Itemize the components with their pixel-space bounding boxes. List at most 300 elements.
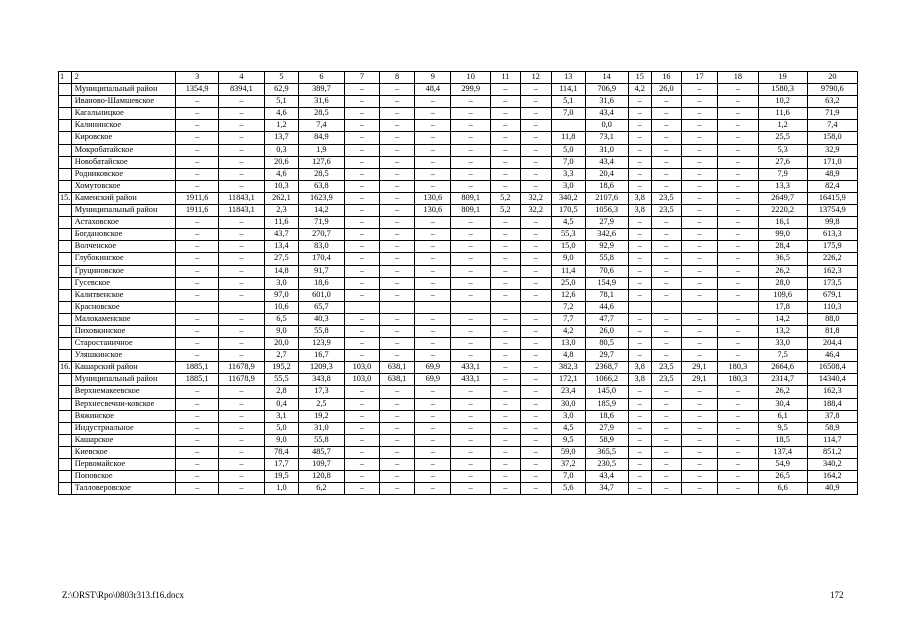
table-cell-col-1: 15. xyxy=(59,192,72,204)
table-cell-col-3: – xyxy=(176,120,219,132)
table-cell-col-10: 809,1 xyxy=(451,205,490,217)
table-cell-col-16: – xyxy=(651,253,681,265)
table-cell-col-14: 706,9 xyxy=(585,84,628,96)
table-cell-col-2: Талловеровское xyxy=(71,483,176,495)
table-cell-col-13: 15,0 xyxy=(551,241,585,253)
table-cell-col-7: – xyxy=(344,277,379,289)
table-cell-col-11: – xyxy=(490,156,520,168)
table-cell-col-6: 28,5 xyxy=(298,108,344,120)
table-row xyxy=(59,229,858,241)
table-cell-col-19: 109,6 xyxy=(758,289,807,301)
table-cell-col-6: 7,4 xyxy=(298,120,344,132)
table-cell-col-17: – xyxy=(681,217,717,229)
table-cell-col-7: – xyxy=(344,313,379,325)
table-cell-col-16: – xyxy=(651,217,681,229)
table-cell-col-4: – xyxy=(218,96,264,108)
table-cell-col-10: – xyxy=(451,325,490,337)
table-cell-col-16: – xyxy=(651,338,681,350)
table-cell-col-15: – xyxy=(628,108,651,120)
table-cell-col-8: – xyxy=(380,422,415,434)
table-cell-col-6: 40,3 xyxy=(298,313,344,325)
table-cell-col-11: – xyxy=(490,459,520,471)
table-cell-col-15: – xyxy=(628,422,651,434)
table-cell-col-14: 27,9 xyxy=(585,422,628,434)
table-cell-col-20: 58,9 xyxy=(807,422,857,434)
table-cell-col-12: – xyxy=(520,241,551,253)
table-cell-col-7: – xyxy=(344,434,379,446)
table-cell-col-10: – xyxy=(451,338,490,350)
table-cell-col-18: – xyxy=(718,120,759,132)
table-cell-col-14: 43,4 xyxy=(585,156,628,168)
table-cell-col-10: – xyxy=(451,289,490,301)
table-cell-col-3: – xyxy=(176,350,219,362)
table-cell-col-4: – xyxy=(218,217,264,229)
table-cell-col-15: – xyxy=(628,156,651,168)
table-cell-col-10 xyxy=(451,301,490,313)
table-cell-col-7: – xyxy=(344,144,379,156)
table-cell-col-13 xyxy=(551,120,585,132)
table-cell-col-5: 43,7 xyxy=(264,229,298,241)
table-cell-col-12: – xyxy=(520,277,551,289)
table-cell-col-16: – xyxy=(651,144,681,156)
table-cell-col-19: 19 xyxy=(758,72,807,84)
table-cell-col-19: 6,1 xyxy=(758,410,807,422)
table-cell-col-19: 13,2 xyxy=(758,325,807,337)
table-cell-col-17: – xyxy=(681,338,717,350)
table-cell-col-2: Пиховкинское xyxy=(71,325,176,337)
table-cell-col-4: 11843,1 xyxy=(218,205,264,217)
table-cell-col-6: 343,8 xyxy=(298,374,344,386)
table-cell-col-1: 1 xyxy=(59,72,72,84)
table-cell-col-7: – xyxy=(344,398,379,410)
table-cell-col-1 xyxy=(59,84,72,96)
table-cell-col-18: – xyxy=(718,265,759,277)
table-cell-col-19: 13,3 xyxy=(758,180,807,192)
table-cell-col-13: 172,1 xyxy=(551,374,585,386)
table-cell-col-17: – xyxy=(681,168,717,180)
table-row xyxy=(59,410,858,422)
table-cell-col-14: 2368,7 xyxy=(585,362,628,374)
table-cell-col-7: – xyxy=(344,459,379,471)
table-cell-col-4 xyxy=(218,301,264,313)
table-cell-col-8: – xyxy=(380,229,415,241)
table-cell-col-17: – xyxy=(681,398,717,410)
table-cell-col-7: – xyxy=(344,156,379,168)
table-cell-col-3: – xyxy=(176,132,219,144)
table-cell-col-7: 103,0 xyxy=(344,362,379,374)
table-cell-col-14: 365,5 xyxy=(585,446,628,458)
table-cell-col-9: – xyxy=(415,132,451,144)
table-cell-col-12: – xyxy=(520,217,551,229)
table-cell-col-10: – xyxy=(451,386,490,398)
table-cell-col-13: 3,0 xyxy=(551,410,585,422)
table-cell-col-5: 20,0 xyxy=(264,338,298,350)
table-cell-col-11: – xyxy=(490,96,520,108)
table-cell-col-8: – xyxy=(380,108,415,120)
table-cell-col-18: 180,3 xyxy=(718,362,759,374)
table-cell-col-2: Астаховское xyxy=(71,217,176,229)
table-cell-col-1 xyxy=(59,386,72,398)
table-cell-col-5: 9,0 xyxy=(264,434,298,446)
table-cell-col-9: 69,9 xyxy=(415,362,451,374)
table-cell-col-2: Кашарский район xyxy=(71,362,176,374)
table-cell-col-1 xyxy=(59,301,72,313)
table-cell-col-20: 114,7 xyxy=(807,434,857,446)
table-cell-col-10: – xyxy=(451,217,490,229)
table-cell-col-3: – xyxy=(176,168,219,180)
table-cell-col-20: 110,3 xyxy=(807,301,857,313)
table-cell-col-17: – xyxy=(681,277,717,289)
table-cell-col-13: 37,2 xyxy=(551,459,585,471)
table-cell-col-2: Индустриальное xyxy=(71,422,176,434)
table-cell-col-5: 10,3 xyxy=(264,180,298,192)
table-cell-col-2: Кировское xyxy=(71,132,176,144)
table-cell-col-7: – xyxy=(344,84,379,96)
table-cell-col-3: – xyxy=(176,459,219,471)
table-cell-col-6: 17,3 xyxy=(298,386,344,398)
table-cell-col-9: – xyxy=(415,471,451,483)
table-cell-col-5: 2,7 xyxy=(264,350,298,362)
table-cell-col-7: – xyxy=(344,108,379,120)
table-cell-col-10: – xyxy=(451,144,490,156)
table-cell-col-3: – xyxy=(176,446,219,458)
table-cell-col-20: 162,3 xyxy=(807,386,857,398)
table-cell-col-19: 137,4 xyxy=(758,446,807,458)
table-cell-col-10: 299,9 xyxy=(451,84,490,96)
table-cell-col-20: 173,5 xyxy=(807,277,857,289)
table-cell-col-5: 262,1 xyxy=(264,192,298,204)
table-cell-col-14: 43,4 xyxy=(585,471,628,483)
table-row xyxy=(59,180,858,192)
table-row xyxy=(59,338,858,350)
table-cell-col-18: – xyxy=(718,253,759,265)
table-cell-col-7: – xyxy=(344,325,379,337)
table-cell-col-18: – xyxy=(718,434,759,446)
table-cell-col-12: 12 xyxy=(520,72,551,84)
table-cell-col-4: 4 xyxy=(218,72,264,84)
table-cell-col-15: – xyxy=(628,217,651,229)
table-cell-col-9: 9 xyxy=(415,72,451,84)
table-cell-col-18: – xyxy=(718,338,759,350)
table-cell-col-15: – xyxy=(628,132,651,144)
table-cell-col-8: – xyxy=(380,180,415,192)
table-cell-col-13: 114,1 xyxy=(551,84,585,96)
table-cell-col-19: 28,4 xyxy=(758,241,807,253)
table-cell-col-8: – xyxy=(380,471,415,483)
table-cell-col-7: 103,0 xyxy=(344,374,379,386)
table-cell-col-19: 7,9 xyxy=(758,168,807,180)
table-cell-col-11: – xyxy=(490,446,520,458)
table-cell-col-7: – xyxy=(344,350,379,362)
table-cell-col-14: 0,0 xyxy=(585,120,628,132)
table-cell-col-13: 7,2 xyxy=(551,301,585,313)
table-cell-col-3: – xyxy=(176,313,219,325)
table-cell-col-5: 9,0 xyxy=(264,325,298,337)
table-cell-col-13: 4,5 xyxy=(551,217,585,229)
table-cell-col-19: 28,0 xyxy=(758,277,807,289)
table-row xyxy=(59,132,858,144)
table-cell-col-19: 33,0 xyxy=(758,338,807,350)
table-cell-col-13: 12,6 xyxy=(551,289,585,301)
table-cell-col-15: – xyxy=(628,434,651,446)
table-cell-col-10: – xyxy=(451,265,490,277)
table-cell-col-1 xyxy=(59,217,72,229)
table-cell-col-14: 18,6 xyxy=(585,410,628,422)
table-cell-col-14: 43,4 xyxy=(585,108,628,120)
table-cell-col-16: – xyxy=(651,156,681,168)
table-cell-col-2: Богдановское xyxy=(71,229,176,241)
table-cell-col-5: 20,6 xyxy=(264,156,298,168)
table-cell-col-1 xyxy=(59,289,72,301)
table-cell-col-3: – xyxy=(176,483,219,495)
table-row xyxy=(59,471,858,483)
table-row xyxy=(59,289,858,301)
table-cell-col-16: – xyxy=(651,410,681,422)
table-cell-col-4: – xyxy=(218,168,264,180)
table-cell-col-6: 55,8 xyxy=(298,325,344,337)
table-cell-col-8: – xyxy=(380,96,415,108)
table-cell-col-2: Малокаменское xyxy=(71,313,176,325)
table-cell-col-3: – xyxy=(176,386,219,398)
table-cell-col-20: 20 xyxy=(807,72,857,84)
table-cell-col-11: – xyxy=(490,229,520,241)
table-cell-col-6: 65,7 xyxy=(298,301,344,313)
table-cell-col-15: – xyxy=(628,350,651,362)
table-cell-col-18: – xyxy=(718,325,759,337)
table-cell-col-5: 3,1 xyxy=(264,410,298,422)
table-cell-col-9: – xyxy=(415,108,451,120)
table-cell-col-12: – xyxy=(520,229,551,241)
table-cell-col-5: 13,7 xyxy=(264,132,298,144)
table-cell-col-3: 1885,1 xyxy=(176,362,219,374)
table-cell-col-12: – xyxy=(520,156,551,168)
table-cell-col-9: – xyxy=(415,156,451,168)
table-cell-col-18: – xyxy=(718,180,759,192)
table-cell-col-17: – xyxy=(681,265,717,277)
table-cell-col-8: – xyxy=(380,410,415,422)
table-cell-col-19: 54,9 xyxy=(758,459,807,471)
table-cell-col-5: 5,0 xyxy=(264,422,298,434)
table-cell-col-6: 63,8 xyxy=(298,180,344,192)
table-cell-col-12: – xyxy=(520,471,551,483)
table-cell-col-11: – xyxy=(490,217,520,229)
table-cell-col-15: – xyxy=(628,313,651,325)
table-cell-col-16: – xyxy=(651,398,681,410)
table-cell-col-2: Красновское xyxy=(71,301,176,313)
table-cell-col-16: – xyxy=(651,241,681,253)
table-cell-col-19: 18,5 xyxy=(758,434,807,446)
table-cell-col-20: 13754,9 xyxy=(807,205,857,217)
table-cell-col-17: – xyxy=(681,96,717,108)
table-cell-col-10: – xyxy=(451,398,490,410)
table-cell-col-12: – xyxy=(520,180,551,192)
table-cell-col-7: – xyxy=(344,410,379,422)
table-cell-col-10: – xyxy=(451,277,490,289)
table-cell-col-18: – xyxy=(718,96,759,108)
table-cell-col-8: – xyxy=(380,241,415,253)
table-cell-col-19: 1,2 xyxy=(758,120,807,132)
table-cell-col-2: 2 xyxy=(71,72,176,84)
table-cell-col-3: – xyxy=(176,253,219,265)
table-cell-col-2: Калитвенское xyxy=(71,289,176,301)
table-cell-col-8: – xyxy=(380,325,415,337)
table-cell-col-20: 9790,6 xyxy=(807,84,857,96)
table-cell-col-18: – xyxy=(718,410,759,422)
table-cell-col-13: 30,0 xyxy=(551,398,585,410)
table-cell-col-18: – xyxy=(718,471,759,483)
table-row xyxy=(59,446,858,458)
table-cell-col-16: – xyxy=(651,483,681,495)
table-cell-col-8: – xyxy=(380,156,415,168)
table-cell-col-11: – xyxy=(490,338,520,350)
table-cell-col-7 xyxy=(344,301,379,313)
table-cell-col-1 xyxy=(59,180,72,192)
table-cell-col-17: – xyxy=(681,180,717,192)
table-cell-col-20: 613,3 xyxy=(807,229,857,241)
table-cell-col-17: 29,1 xyxy=(681,362,717,374)
table-cell-col-3: 1911,6 xyxy=(176,205,219,217)
table-cell-col-19: 26,2 xyxy=(758,386,807,398)
table-cell-col-11: – xyxy=(490,168,520,180)
table-cell-col-18: – xyxy=(718,84,759,96)
table-cell-col-7: – xyxy=(344,120,379,132)
table-cell-col-5: 2,3 xyxy=(264,205,298,217)
table-cell-col-11: – xyxy=(490,289,520,301)
table-cell-col-14: 342,6 xyxy=(585,229,628,241)
table-cell-col-6: 2,5 xyxy=(298,398,344,410)
table-cell-col-13: 25,0 xyxy=(551,277,585,289)
table-cell-col-3: – xyxy=(176,265,219,277)
table-cell-col-2: Уляшкинское xyxy=(71,350,176,362)
table-cell-col-19: 2649,7 xyxy=(758,192,807,204)
table-cell-col-6: 485,7 xyxy=(298,446,344,458)
table-cell-col-7: – xyxy=(344,446,379,458)
table-cell-col-8: – xyxy=(380,144,415,156)
table-cell-col-7: – xyxy=(344,241,379,253)
table-cell-col-12: – xyxy=(520,398,551,410)
table-cell-col-17: – xyxy=(681,459,717,471)
table-cell-col-12: – xyxy=(520,313,551,325)
table-cell-col-15: 3,8 xyxy=(628,192,651,204)
table-cell-col-13: 340,2 xyxy=(551,192,585,204)
table-cell-col-9: – xyxy=(415,289,451,301)
table-cell-col-4: – xyxy=(218,459,264,471)
table-cell-col-5: 4,6 xyxy=(264,108,298,120)
table-cell-col-19: 2664,6 xyxy=(758,362,807,374)
table-cell-col-11: – xyxy=(490,325,520,337)
table-cell-col-14: 1066,2 xyxy=(585,374,628,386)
table-cell-col-17: – xyxy=(681,313,717,325)
table-cell-col-15: – xyxy=(628,459,651,471)
table-cell-col-9: – xyxy=(415,338,451,350)
table-cell-col-10: 433,1 xyxy=(451,374,490,386)
table-cell-col-9: – xyxy=(415,313,451,325)
table-cell-col-16: 26,0 xyxy=(651,84,681,96)
table-cell-col-16: – xyxy=(651,277,681,289)
table-cell-col-12 xyxy=(520,301,551,313)
table-cell-col-3: 1885,1 xyxy=(176,374,219,386)
table-cell-col-3: – xyxy=(176,422,219,434)
table-cell-col-20: 162,3 xyxy=(807,265,857,277)
table-cell-col-14: 14 xyxy=(585,72,628,84)
table-cell-col-18: – xyxy=(718,446,759,458)
table-cell-col-5: 27,5 xyxy=(264,253,298,265)
table-cell-col-20: 99,8 xyxy=(807,217,857,229)
table-cell-col-17: – xyxy=(681,205,717,217)
table-cell-col-19: 16,1 xyxy=(758,217,807,229)
table-row xyxy=(59,301,858,313)
table-cell-col-5: 78,4 xyxy=(264,446,298,458)
table-cell-col-3: – xyxy=(176,217,219,229)
table-cell-col-14: 80,5 xyxy=(585,338,628,350)
table-cell-col-2: Волченское xyxy=(71,241,176,253)
table-cell-col-19: 7,5 xyxy=(758,350,807,362)
table-cell-col-2: Груциновское xyxy=(71,265,176,277)
table-cell-col-7: 7 xyxy=(344,72,379,84)
table-cell-col-2: Иваново-Шамшевское xyxy=(71,96,176,108)
table-cell-col-2: Киевское xyxy=(71,446,176,458)
table-cell-col-18: – xyxy=(718,313,759,325)
table-cell-col-15: – xyxy=(628,96,651,108)
table-cell-col-12: – xyxy=(520,459,551,471)
table-cell-col-6: 16,7 xyxy=(298,350,344,362)
table-row xyxy=(59,422,858,434)
table-cell-col-11: – xyxy=(490,471,520,483)
table-cell-col-13: 7,0 xyxy=(551,471,585,483)
table-cell-col-2: Поповское xyxy=(71,471,176,483)
table-cell-col-13: 55,3 xyxy=(551,229,585,241)
table-cell-col-1 xyxy=(59,277,72,289)
table-cell-col-1 xyxy=(59,156,72,168)
table-cell-col-11: – xyxy=(490,144,520,156)
table-cell-col-15: – xyxy=(628,325,651,337)
table-cell-col-10: – xyxy=(451,180,490,192)
table-cell-col-20: 851,2 xyxy=(807,446,857,458)
table-cell-col-2: Кашарское xyxy=(71,434,176,446)
table-cell-col-16: 23,5 xyxy=(651,362,681,374)
table-cell-col-16: – xyxy=(651,108,681,120)
table-cell-col-13: 7,0 xyxy=(551,156,585,168)
table-cell-col-18: – xyxy=(718,422,759,434)
table-cell-col-10: – xyxy=(451,120,490,132)
table-row xyxy=(59,265,858,277)
table-row xyxy=(59,277,858,289)
table-cell-col-6: 120,8 xyxy=(298,471,344,483)
table-cell-col-13: 4,2 xyxy=(551,325,585,337)
table-cell-col-4: 11678,9 xyxy=(218,374,264,386)
table-cell-col-4: – xyxy=(218,229,264,241)
table-cell-col-19: 14,2 xyxy=(758,313,807,325)
table-row xyxy=(59,217,858,229)
table-cell-col-11: – xyxy=(490,120,520,132)
table-cell-col-9: 48,4 xyxy=(415,84,451,96)
table-row xyxy=(59,386,858,398)
table-cell-col-14: 73,1 xyxy=(585,132,628,144)
table-cell-col-12: – xyxy=(520,386,551,398)
table-cell-col-10: – xyxy=(451,313,490,325)
table-cell-col-16: – xyxy=(651,350,681,362)
table-cell-col-10: – xyxy=(451,168,490,180)
data-table xyxy=(58,71,858,495)
table-cell-col-2: Хомутовское xyxy=(71,180,176,192)
table-cell-col-14: 31,6 xyxy=(585,96,628,108)
table-cell-col-16: – xyxy=(651,471,681,483)
table-cell-col-3: – xyxy=(176,241,219,253)
table-row xyxy=(59,350,858,362)
table-cell-col-2: Верхнемакеевское xyxy=(71,386,176,398)
table-cell-col-14: 20,4 xyxy=(585,168,628,180)
table-cell-col-7: – xyxy=(344,422,379,434)
